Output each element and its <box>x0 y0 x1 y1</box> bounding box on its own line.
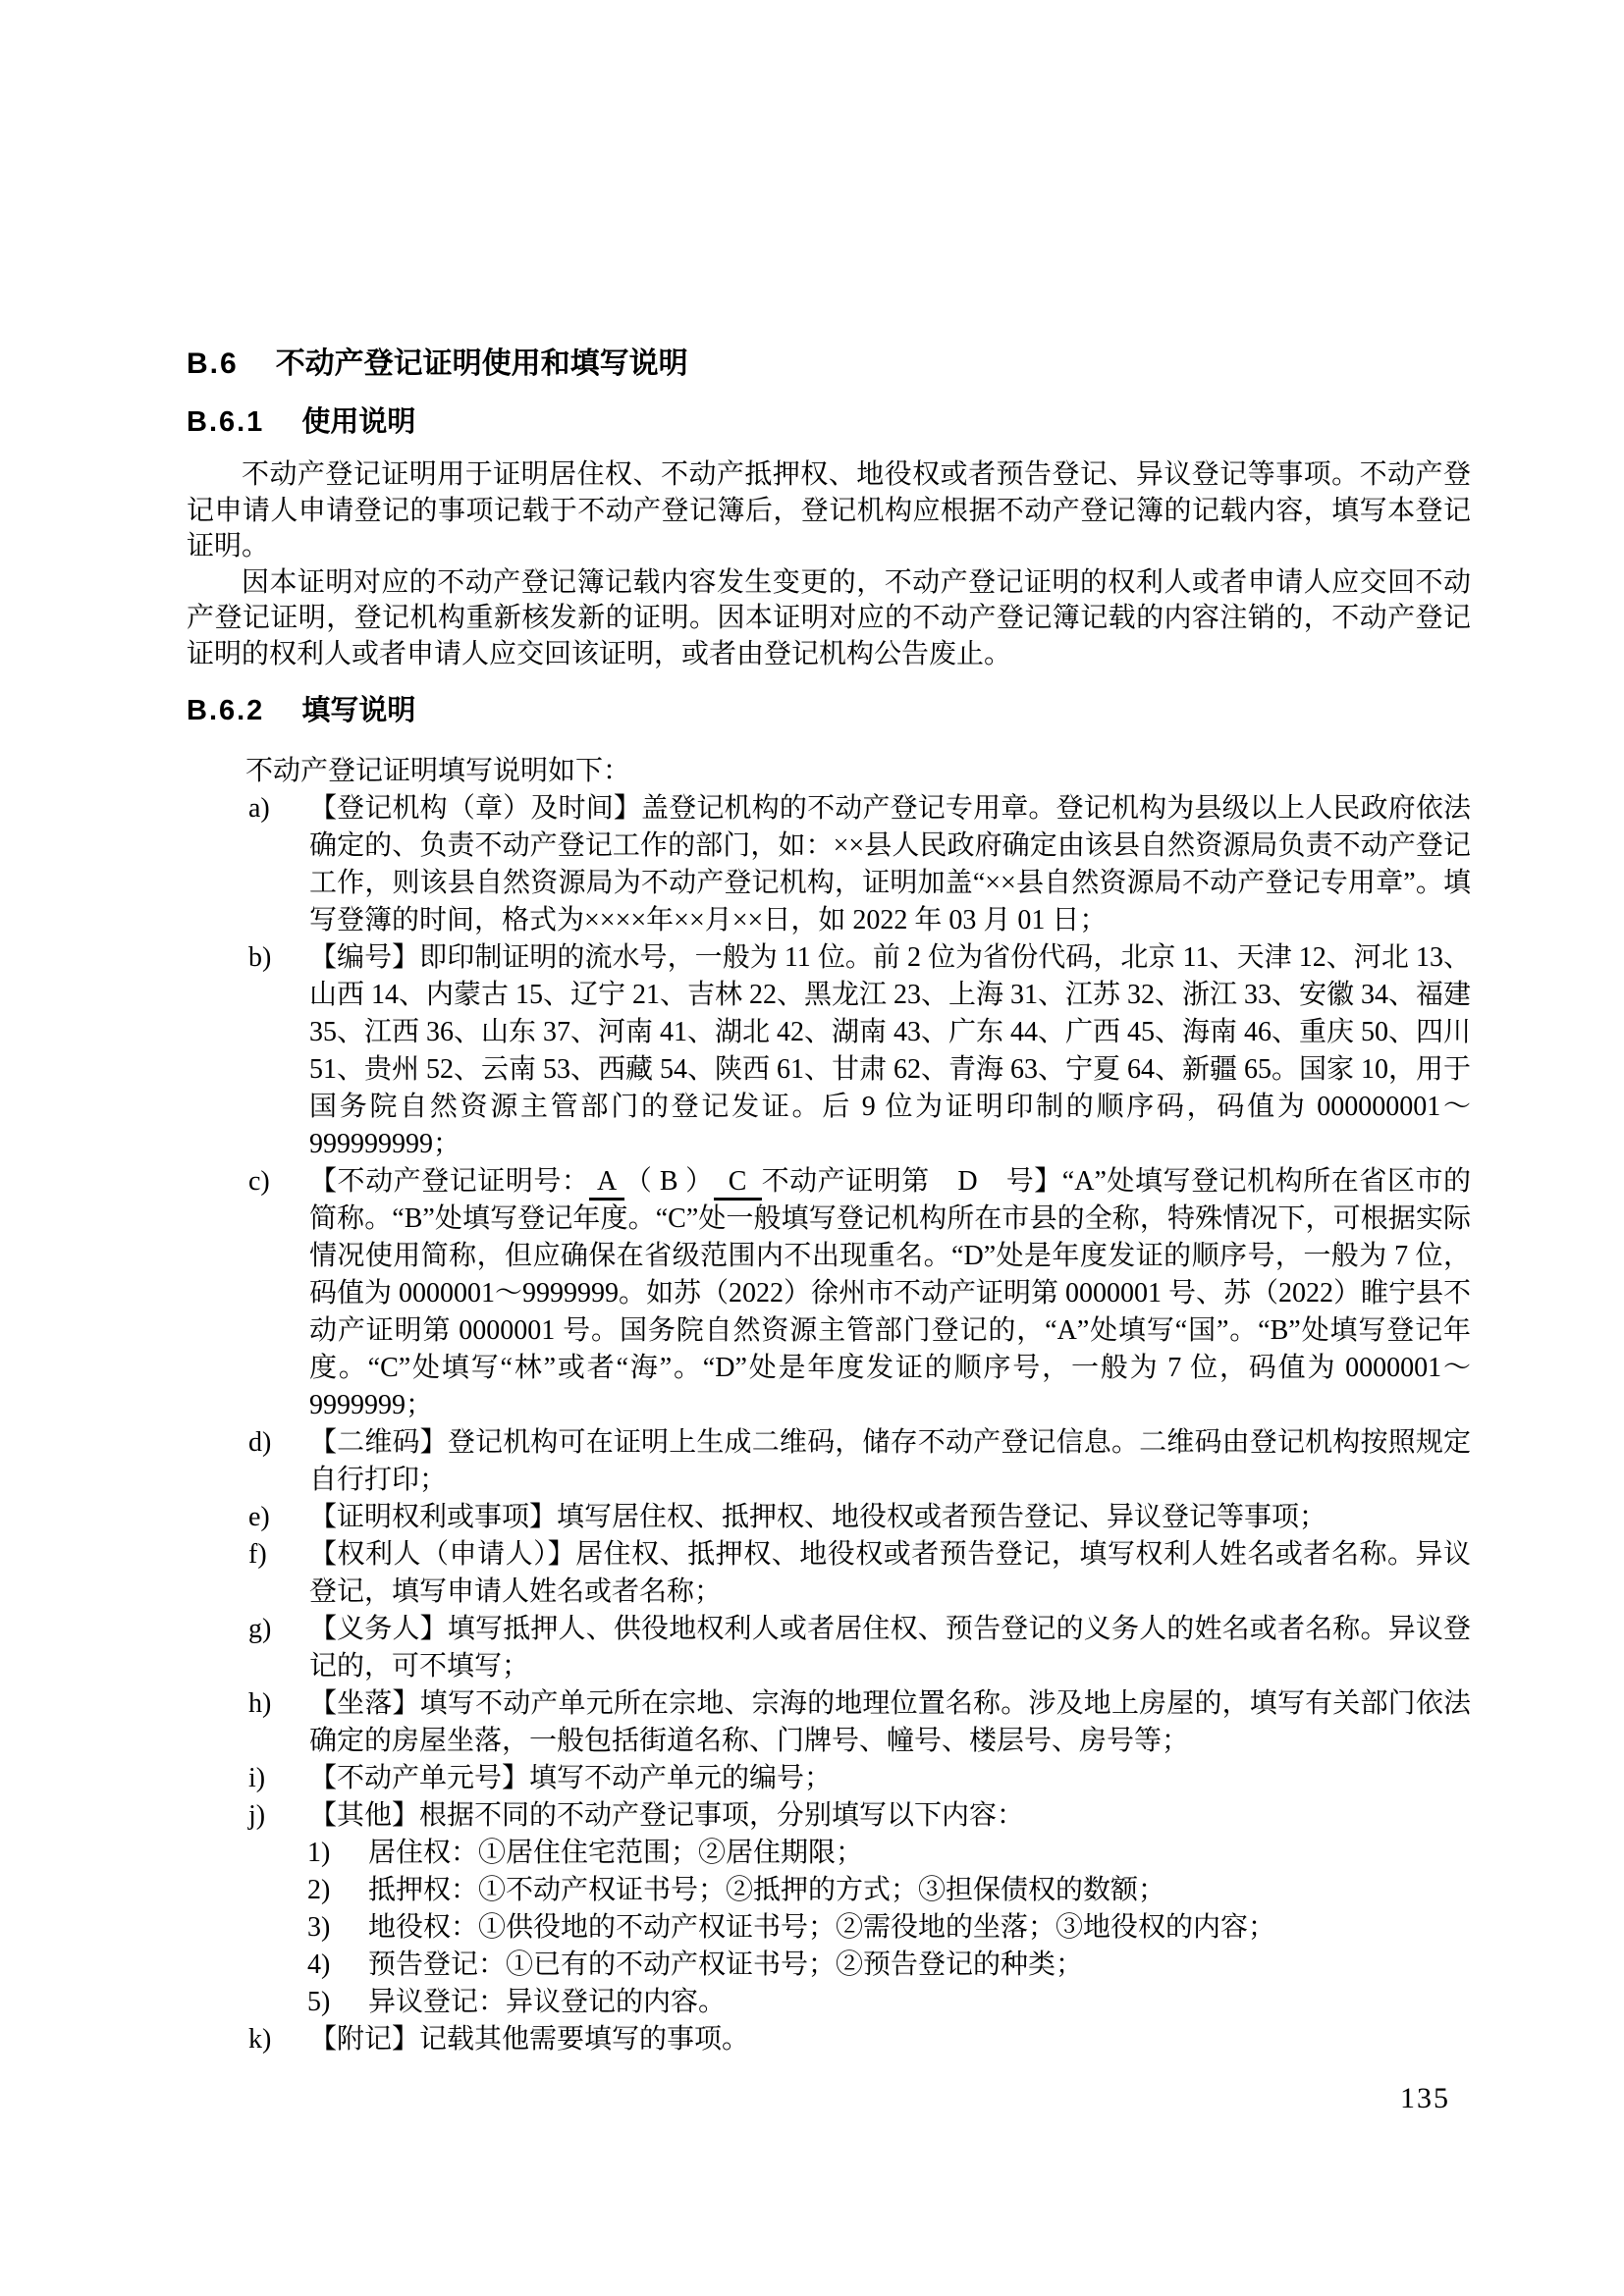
sublist-item-5-label: 5) <box>307 1987 331 2017</box>
list-item-c <box>248 1163 1472 1424</box>
list-item-b-label: b) <box>248 942 272 973</box>
list-item-i-text: 【不动产单元号】填写不动产单元的编号； <box>309 1763 833 1793</box>
sublist-item-4-label: 4) <box>307 1949 331 1980</box>
list-item-k-label: k) <box>248 2024 272 2055</box>
list-item-d-text: 【二维码】登记机构可在证明上生成二维码，储存不动产登记信息。二维码由登记机构按照规定自行打印； <box>309 1427 1471 1495</box>
heading-b62-title: 填写说明 <box>301 695 416 726</box>
list-item-f-label: f) <box>248 1539 267 1570</box>
page-content <box>187 0 1471 2058</box>
heading-b6 <box>187 346 1471 382</box>
list-item-h-text: 【坐落】填写不动产单元所在宗地、宗海的地理位置名称。涉及地上房屋的，填写有关部门依法确定的房屋坐落，一般包括街道名称、门牌号、幢号、楼层号、房号等； <box>309 1688 1471 1756</box>
list-item-k <box>248 2021 1471 2058</box>
list-item-j-text: 【其他】根据不同的不动产登记事项，分别填写以下内容： <box>309 1800 1025 1831</box>
section-b61-body <box>187 457 1471 672</box>
list-item-g <box>248 1611 1471 1685</box>
list-item-a-label: a) <box>248 793 270 824</box>
list-item-d <box>248 1424 1471 1499</box>
paragraph-usage-2: 因本证明对应的不动产登记簿记载内容发生变更的，不动产登记证明的权利人或者申请人应交回不动产登记证明，登记机构重新核发新的证明。因本证明对应的不动产登记簿记载的内容注销的，不动产登记证明的权利人或者申请人应交回该证明，或者由登记机构公告废止。 <box>187 566 1471 669</box>
heading-b62-number: B.6.2 <box>187 695 265 726</box>
sublist-item-4-text: 预告登记：①已有的不动产权证书号；②预告登记的种类； <box>368 1949 1084 1980</box>
list-item-e-text: 【证明权利或事项】填写居住权、抵押权、地役权或者预告登记、异议登记等事项； <box>309 1502 1327 1532</box>
list-item-c-text: 【不动产登记证明号： A （ B ） C 不动产证明第 D 号】“A”处填写登记机构所在省区市的简称。“B”处填写登记年度。“C”处一般填写登记机构所在市县的全称，特殊情况下，可根据实际情况使用简称，但应确保在省级范围内不出现重名。“D”处是年度发证的顺序号，一般为 7 位，码值为 0000001～9999999。如苏（2022）徐州市不动产证明第 0000001 号、苏（2022）睢宁县不动产证明第 0000001 号。国务院自然资源主管部门登记的，“A”处填写“国”。“B”处填写登记年度。“C”处填写“林”或者“海”。“D”处是年度发证的顺序号，一般为 7 位，码值为 0000001～9999999； <box>309 1166 1472 1420</box>
list-item-f <box>248 1536 1471 1611</box>
list-item-i-label: i) <box>248 1763 266 1793</box>
heading-b61-number: B.6.1 <box>187 406 265 438</box>
list-item-a-text: 【登记机构（章）及时间】盖登记机构的不动产登记专用章。登记机构为县级以上人民政府依法确定的、负责不动产登记工作的部门，如：××县人民政府确定由该县自然资源局负责不动产登记工作，则该县自然资源局为不动产登记机构，证明加盖“××县自然资源局不动产登记专用章”。填写登簿的时间，格式为××××年××月××日，如 2022 年 03 月 01 日； <box>309 793 1471 935</box>
sublist-item-4 <box>307 1947 1471 1984</box>
sublist-item-2 <box>307 1872 1471 1909</box>
fill-instructions-intro: 不动产登记证明填写说明如下： <box>245 756 631 786</box>
list-item-e-label: e) <box>248 1502 270 1532</box>
list-item-f-text: 【权利人（申请人）】居住权、抵押权、地役权或者预告登记，填写权利人姓名或者名称。异议登记，填写申请人姓名或者名称； <box>309 1539 1471 1607</box>
heading-b62 <box>187 693 1471 729</box>
list-item-g-text: 【义务人】填写抵押人、供役地权利人或者居住权、预告登记的义务人的姓名或者名称。异议登记的，可不填写； <box>309 1614 1471 1682</box>
list-item-g-label: g) <box>248 1614 272 1644</box>
list-item-a <box>248 790 1471 939</box>
heading-b61 <box>187 404 1471 441</box>
list-item-h <box>248 1685 1471 1760</box>
list-item-j-sublist <box>307 1835 1471 2021</box>
list-item-c-label: c) <box>248 1166 270 1197</box>
list-item-k-text: 【附记】记载其他需要填写的事项。 <box>309 2024 750 2055</box>
list-item-b <box>248 939 1472 1163</box>
paragraph-usage-1: 不动产登记证明用于证明居住权、不动产抵押权、地役权或者预告登记、异议登记等事项。不动产登记申请人申请登记的事项记载于不动产登记簿后，登记机构应根据不动产登记簿的记载内容，填写本登记证明。 <box>187 459 1471 561</box>
sublist-item-2-label: 2) <box>307 1875 331 1905</box>
heading-b6-number: B.6 <box>187 347 239 380</box>
list-item-h-label: h) <box>248 1688 272 1719</box>
heading-b6-title: 不动产登记证明使用和填写说明 <box>275 347 688 380</box>
sublist-item-5 <box>307 1984 1471 2021</box>
heading-b61-title: 使用说明 <box>301 406 416 438</box>
list-item-b-text: 【编号】即印制证明的流水号，一般为 11 位。前 2 位为省份代码，北京 11、天津 12、河北 13、山西 14、内蒙古 15、辽宁 21、吉林 22、黑龙江 23、上海 31、江苏 32、浙江 33、安徽 34、福建 35、江西 36、山东 37、河南 41、湖北 42、湖南 43、广东 44、广西 45、海南 46、重庆 50、四川 51、贵州 52、云南 53、西藏 54、陕西 61、甘肃 62、青海 63、宁夏 64、新疆 65。国家 10，用于国务院自然资源主管部门的登记发证。后 9 位为证明印制的顺序码，码值为 000000001～999999999； <box>309 942 1472 1159</box>
sublist-item-2-text: 抵押权：①不动产权证书号；②抵押的方式；③担保债权的数额； <box>368 1875 1166 1905</box>
list-item-e <box>248 1499 1471 1536</box>
sublist-item-3 <box>307 1909 1471 1947</box>
sublist-item-1 <box>307 1835 1471 1872</box>
fill-instructions-list <box>248 790 1472 2058</box>
list-item-d-label: d) <box>248 1427 272 1458</box>
sublist-item-3-label: 3) <box>307 1912 331 1943</box>
sublist-item-1-label: 1) <box>307 1838 331 1868</box>
list-item-i <box>248 1760 1471 1797</box>
sublist-item-3-text: 地役权：①供役地的不动产权证书号；②需役地的坐落；③地役权的内容； <box>368 1912 1276 1943</box>
list-item-j <box>248 1797 1471 2021</box>
sublist-item-5-text: 异议登记：异议登记的内容。 <box>368 1987 727 2017</box>
sublist-item-1-text: 居住权：①居住住宅范围；②居住期限； <box>368 1838 864 1868</box>
page-number: 135 <box>1400 2082 1450 2114</box>
list-item-j-label: j) <box>248 1800 266 1831</box>
